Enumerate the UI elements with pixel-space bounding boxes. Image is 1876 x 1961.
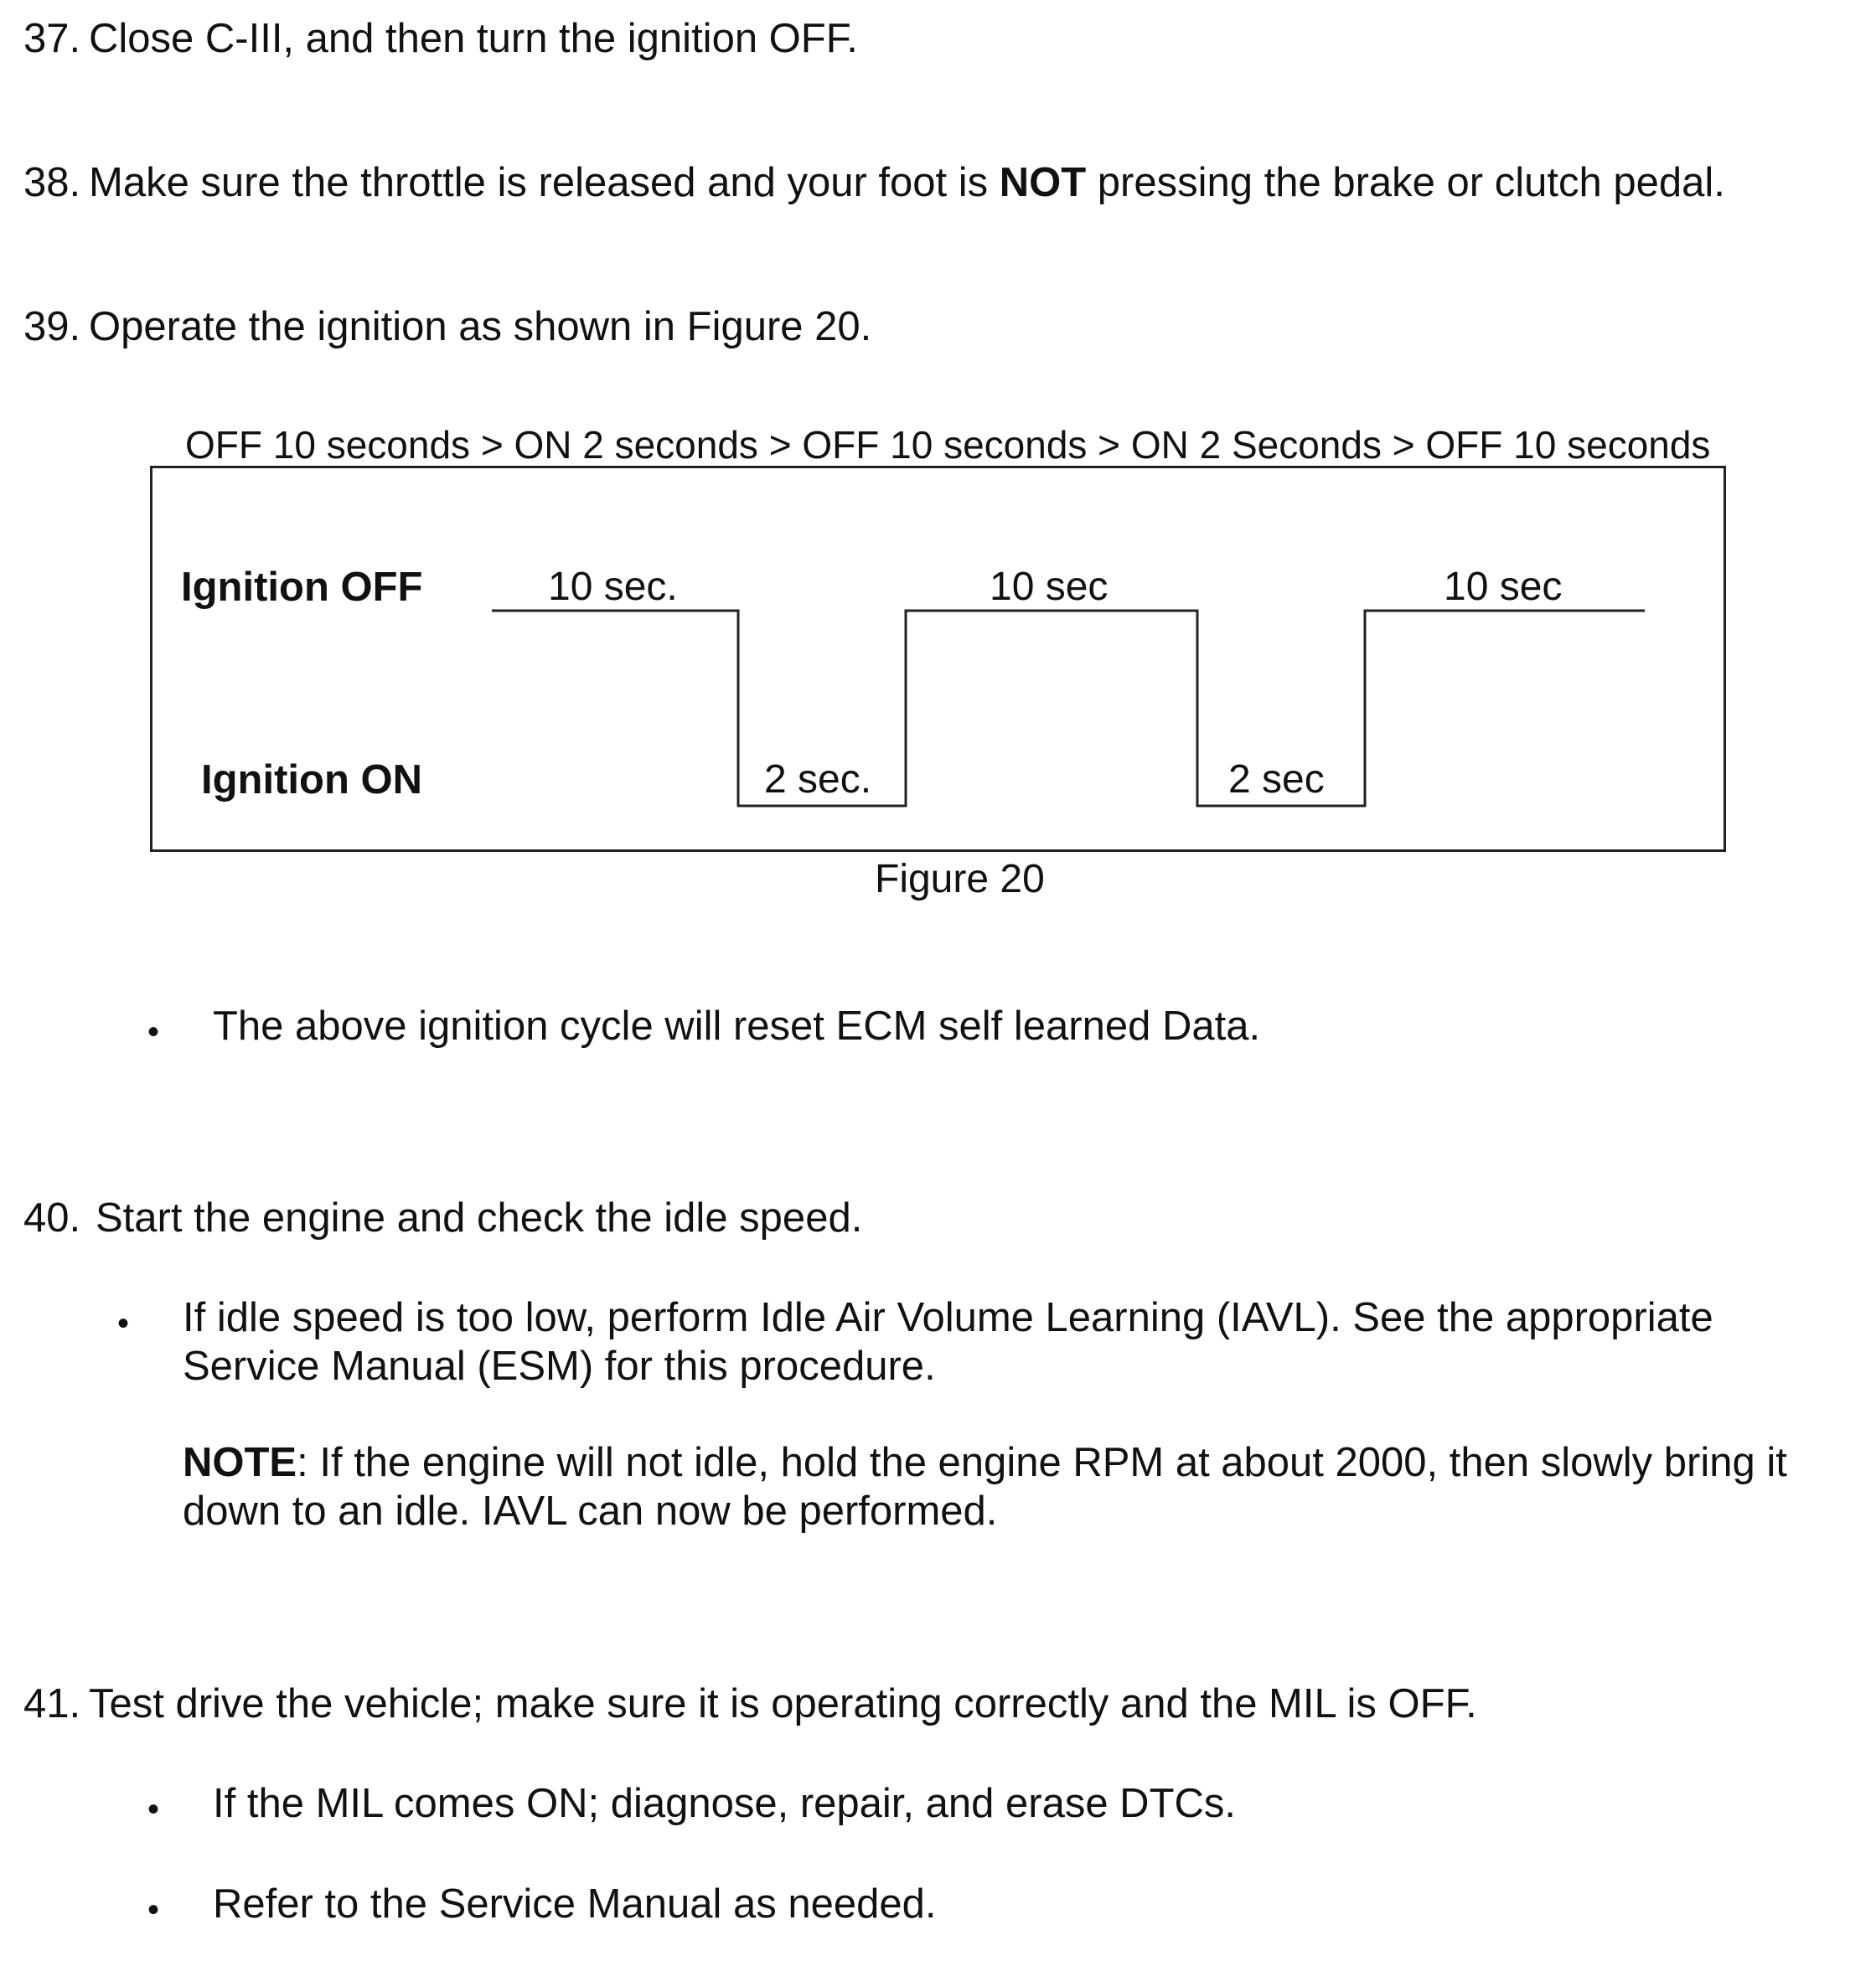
figure-sequence-caption: OFF 10 seconds > ON 2 seconds > OFF 10 seconds > ON 2 Seconds > OFF 10 seconds — [185, 423, 1711, 467]
bullet-glyph: • — [147, 1014, 160, 1050]
step-39-number: 39. — [23, 304, 81, 349]
step-38-text-before: Make sure the throttle is released and your foot is — [89, 160, 1000, 205]
step-39-bullet-text: The above ignition cycle will reset ECM self learned Data. — [213, 1004, 1261, 1049]
step-41-bullet-1: If the MIL comes ON; diagnose, repair, and erase DTCs. — [213, 1781, 1237, 1826]
ignition-timing-diagram — [150, 466, 1726, 852]
step-40-note-line-1 — [183, 1442, 1787, 1484]
ignition-waveform-line — [492, 611, 1645, 806]
step-38-text-after: pressing the brake or clutch pedal. — [1086, 160, 1725, 205]
step-40-bullet-line-2: Service Manual (ESM) for this procedure. — [183, 1344, 936, 1389]
segment-label-off-1: 10 sec. — [548, 565, 678, 609]
step-37-text: Close C-III, and then turn the ignition OFF. — [89, 16, 858, 61]
segment-label-off-3: 10 sec — [1444, 565, 1563, 609]
step-37-number: 37. — [23, 16, 81, 61]
step-40-bullet-line-1: If idle speed is too low, perform Idle Air Volume Learning (IAVL). See the appropriate — [183, 1295, 1713, 1340]
step-39-text: Operate the ignition as shown in Figure 20. — [89, 304, 872, 349]
segment-label-on-2: 2 sec — [1228, 757, 1325, 802]
ignition-off-row-label: Ignition OFF — [181, 565, 423, 610]
note-label: NOTE — [183, 1440, 297, 1485]
bullet-glyph: • — [147, 1891, 160, 1928]
step-38-text — [89, 160, 1725, 205]
step-41-text: Test drive the vehicle; make sure it is operating correctly and the MIL is OFF. — [89, 1681, 1477, 1726]
ignition-on-row-label: Ignition ON — [201, 757, 422, 802]
segment-label-on-1: 2 sec. — [764, 757, 872, 802]
bullet-glyph: • — [147, 1791, 160, 1828]
figure-caption: Figure 20 — [875, 857, 1045, 901]
bullet-glyph: • — [117, 1305, 130, 1342]
step-40-text: Start the engine and check the idle speed. — [96, 1195, 863, 1241]
step-41-number: 41. — [23, 1681, 81, 1726]
step-40-note-line-2: down to an idle. IAVL can now be performed. — [183, 1489, 998, 1534]
step-41-bullet-2: Refer to the Service Manual as needed. — [213, 1881, 937, 1927]
segment-label-off-2: 10 sec — [990, 565, 1109, 609]
step-38-emphasis: NOT — [999, 160, 1087, 205]
note-text: : If the engine will not idle, hold the engine RPM at about 2000, then slowly bring it — [297, 1440, 1787, 1485]
step-40-number: 40. — [23, 1195, 81, 1241]
step-38-number: 38. — [23, 160, 81, 205]
